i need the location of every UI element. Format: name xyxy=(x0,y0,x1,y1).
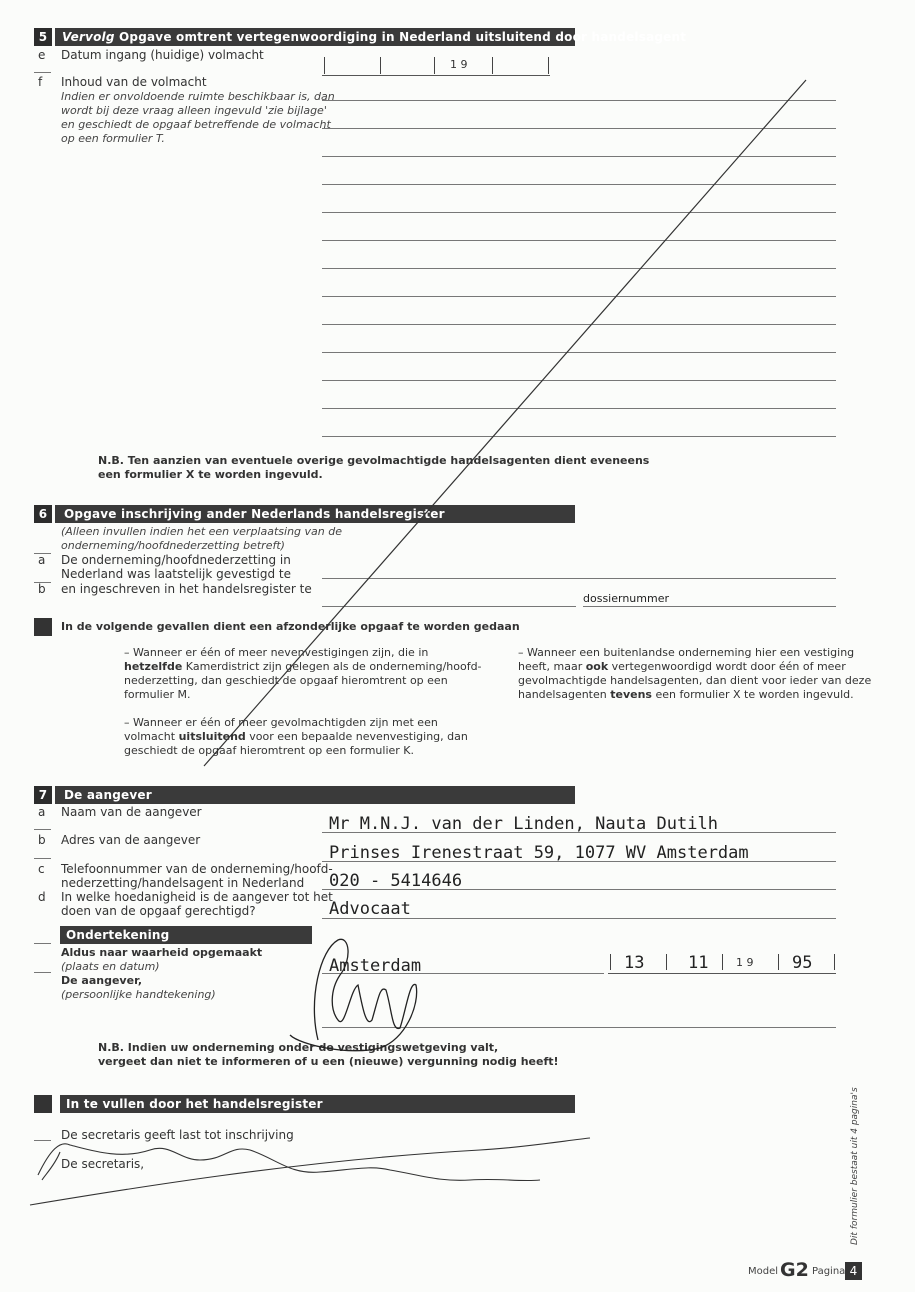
nb-note: N.B. Indien uw onderneming onder de vestigingswetgeving valt, xyxy=(98,1041,499,1054)
section-note: (Alleen invullen indien het een verplaatsing van de xyxy=(61,525,342,538)
capacity-label: In welke hoedanigheid is de aangever tot het xyxy=(61,890,333,904)
nb-note: vergeet dan niet te informeren of u een (nieuwe) vergunning nodig heeft! xyxy=(98,1055,559,1068)
signing-month: 11 xyxy=(688,953,709,973)
separate-note: volmacht uitsluitend voor een bepaalde nevenvestiging, dan xyxy=(124,730,468,743)
signing-title: Ondertekening xyxy=(66,928,170,942)
registry-line: De secretaris geeft last tot inschrijving xyxy=(61,1128,294,1142)
separate-note: heeft, maar ook vertegenwoordigd wordt door één of meer xyxy=(518,660,846,673)
separate-note: handelsagenten tevens een formulier X te worden ingevuld. xyxy=(518,688,854,701)
phone-value[interactable]: 020 - 5414646 xyxy=(329,871,463,891)
signing-hint: (persoonlijke handtekening) xyxy=(61,988,216,1001)
declarant-address-label: Adres van de aangever xyxy=(61,833,201,847)
item-letter: b xyxy=(38,833,46,847)
nb-note: een formulier X te worden ingevuld. xyxy=(98,468,323,481)
signing-year: 95 xyxy=(792,953,813,973)
page-number: 4 xyxy=(845,1262,862,1280)
signing-place-value[interactable]: Amsterdam xyxy=(329,956,422,976)
item-letter: e xyxy=(38,48,46,62)
separate-note: – Wanneer er één of meer gevolmachtigden zijn met een xyxy=(124,716,438,729)
signing-day: 13 xyxy=(624,953,645,973)
separate-filing-heading: In de volgende gevallen dient een afzonderlijke opgaaf te worden gedaan xyxy=(61,620,520,633)
phone-label: nederzetting/handelsagent in Nederland xyxy=(61,876,305,890)
declarant-name-value[interactable]: Mr M.N.J. van der Linden, Nauta Dutilh xyxy=(329,814,718,834)
dossier-number-label: dossiernummer xyxy=(583,592,669,605)
effective-date-field[interactable]: 1 9 xyxy=(322,55,550,76)
mandate-note: op een formulier T. xyxy=(61,132,165,145)
item-letter: a xyxy=(38,805,46,819)
mandate-note: wordt bij deze vraag alleen ingevuld 'zie bijlage' xyxy=(61,104,327,117)
section-title: Vervolg Opgave omtrent vertegenwoordiging in Nederland uitsluitend door handelsagent xyxy=(62,30,687,44)
declarant-signature xyxy=(290,939,417,1050)
page-count-note: Dit formulier bestaat uit 4 pagina's xyxy=(850,1087,860,1245)
capacity-value[interactable]: Advocaat xyxy=(329,899,411,919)
secretary-signature xyxy=(30,1138,590,1205)
section-note: onderneming/hoofdnederzetting betreft) xyxy=(61,539,285,552)
signing-hint: (plaats en datum) xyxy=(61,960,160,973)
separate-note: hetzelfde Kamerdistrict zijn gelegen als de onderneming/hoofd- xyxy=(124,660,482,673)
previous-location-label: De onderneming/hoofdnederzetting in xyxy=(61,553,291,567)
registry-line: De secretaris, xyxy=(61,1157,145,1171)
separate-note: formulier M. xyxy=(124,688,191,701)
item-letter: c xyxy=(38,862,45,876)
item-letter: f xyxy=(38,75,43,89)
mandate-note: en geschiedt de opgaaf betreffende de volmacht xyxy=(61,118,331,131)
item-letter: a xyxy=(38,553,46,567)
section-title: De aangever xyxy=(64,788,152,802)
separate-note: nederzetting, dan geschiedt de opgaaf hieromtrent op een xyxy=(124,674,448,687)
section-number: 5 xyxy=(34,28,55,46)
phone-label: Telefoonnummer van de onderneming/hoofd- xyxy=(61,862,333,876)
separate-note: geschiedt de opgaaf hieromtrent op een formulier K. xyxy=(124,744,415,757)
declarant-address-value[interactable]: Prinses Irenestraat 59, 1077 WV Amsterdam xyxy=(329,843,749,863)
registry-title: In te vullen door het handelsregister xyxy=(66,1097,323,1111)
section-number: 7 xyxy=(34,786,55,804)
section-number: 6 xyxy=(34,505,55,523)
signing-line: De aangever, xyxy=(61,974,143,987)
register-location-label: en ingeschreven in het handelsregister te xyxy=(61,582,312,596)
mandate-content-label: Inhoud van de volmacht xyxy=(61,75,207,89)
capacity-label: doen van de opgaaf gerechtigd? xyxy=(61,904,256,918)
form-code: G2 xyxy=(780,1259,809,1281)
item-letter: b xyxy=(38,582,46,596)
effective-date-label: Datum ingang (huidige) volmacht xyxy=(61,48,264,62)
nb-note: N.B. Ten aanzien van eventuele overige gevolmachtigde handelsagenten dient eveneens xyxy=(98,454,650,467)
separate-note: – Wanneer een buitenlandse onderneming hier een vestiging xyxy=(518,646,855,659)
mandate-note: Indien er onvoldoende ruimte beschikbaar is, dan xyxy=(61,90,335,103)
signing-century: 1 9 xyxy=(736,956,754,969)
separate-note: gevolmachtigde handelsagenten, dan dient voor ieder van deze xyxy=(518,674,872,687)
section-title: Opgave inschrijving ander Nederlands handelsregister xyxy=(64,507,445,521)
signing-line: Aldus naar waarheid opgemaakt xyxy=(61,946,263,959)
previous-location-label: Nederland was laatstelijk gevestigd te xyxy=(61,567,292,581)
item-letter: d xyxy=(38,890,46,904)
separate-note: – Wanneer er één of meer nevenvestigingen zijn, die in xyxy=(124,646,429,659)
declarant-name-label: Naam van de aangever xyxy=(61,805,202,819)
page-label: Pagina xyxy=(812,1266,846,1277)
model-label: Model xyxy=(748,1266,779,1277)
strike-through-line xyxy=(204,80,806,766)
